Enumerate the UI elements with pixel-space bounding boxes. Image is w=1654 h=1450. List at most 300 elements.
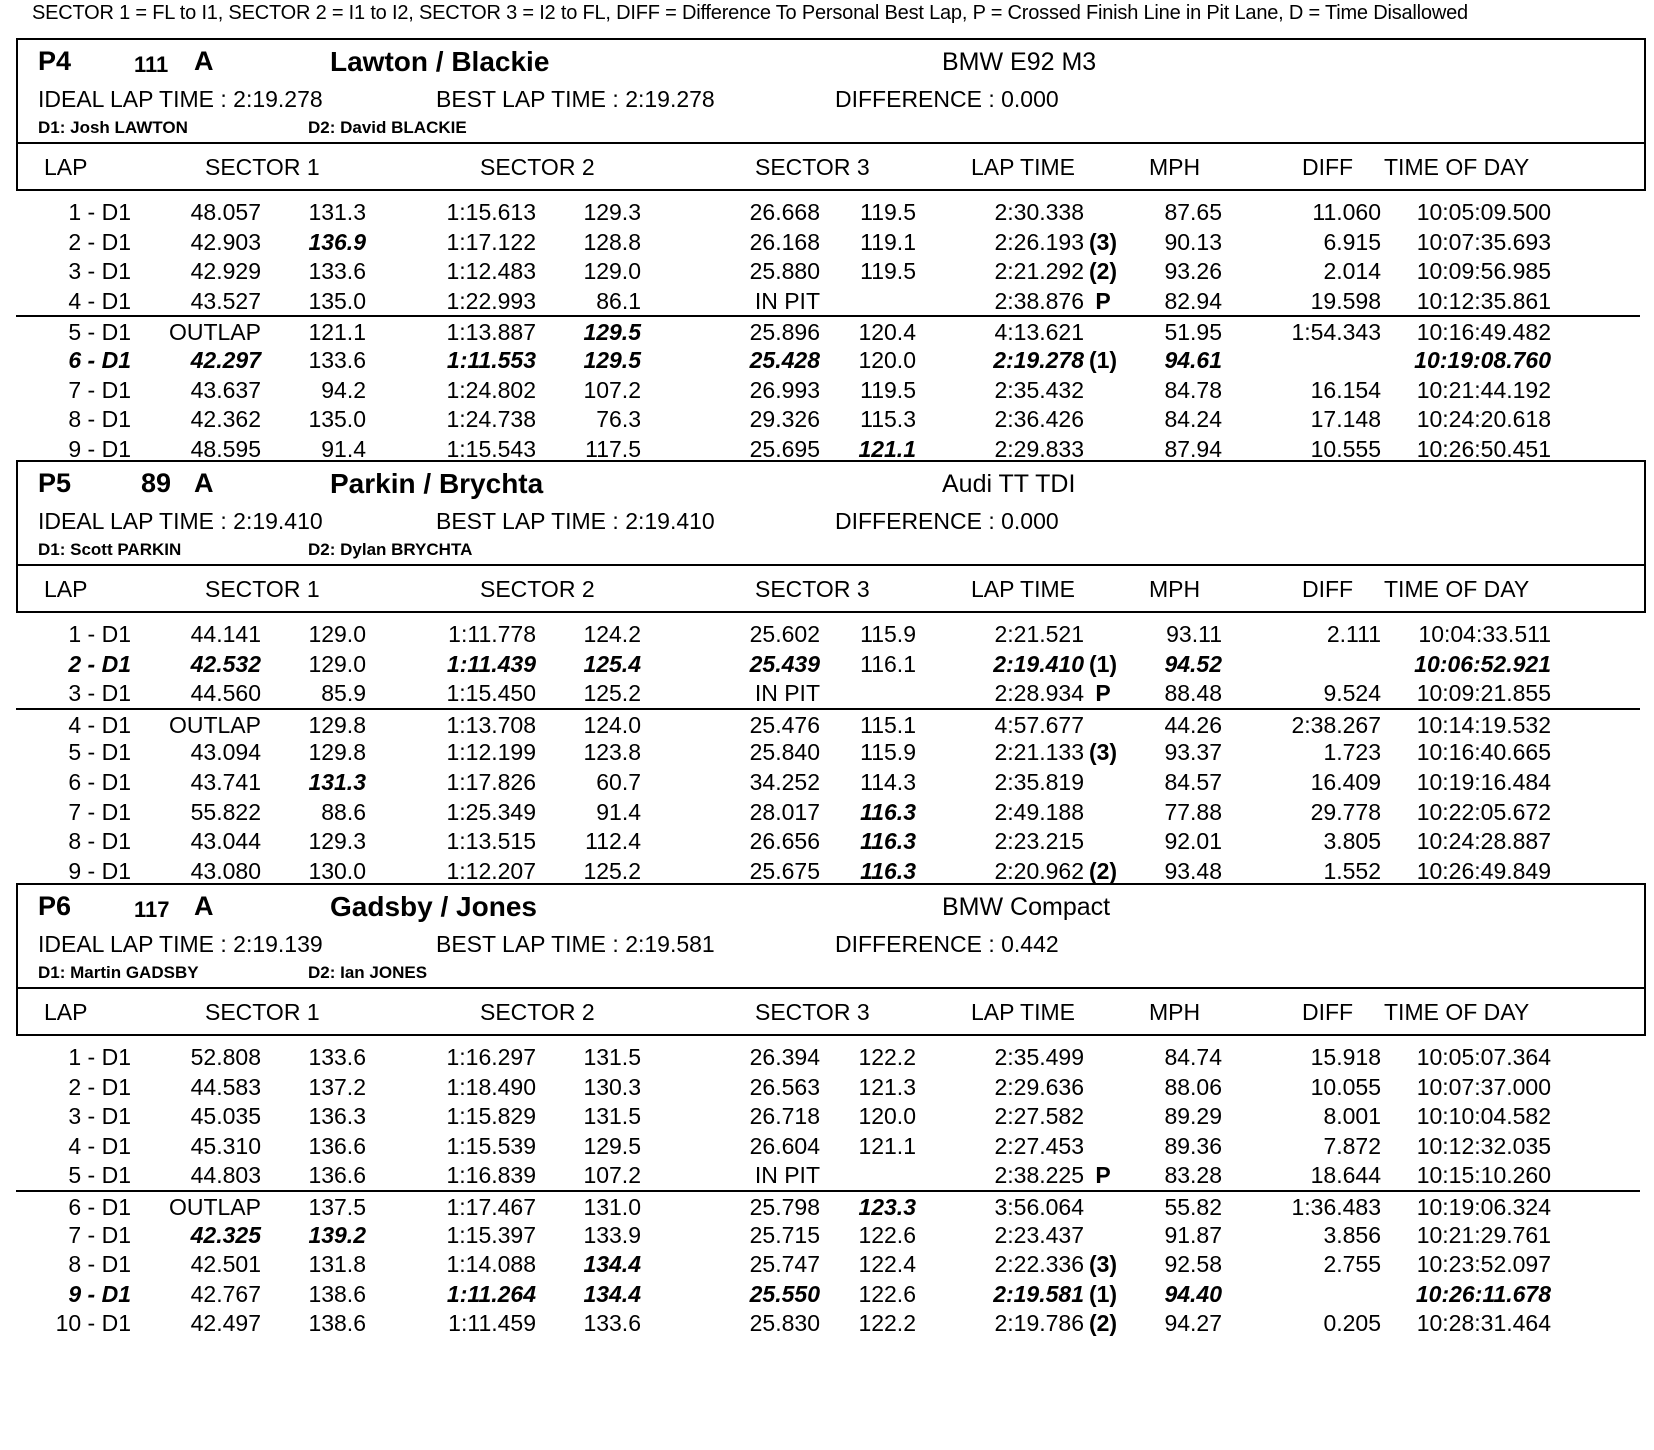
cell-mph: 94.27 bbox=[1164, 1310, 1222, 1337]
cell-diff: 2.111 bbox=[1326, 621, 1381, 647]
cell-s3s: 121.3 bbox=[858, 1073, 916, 1100]
position-label: P6 bbox=[38, 891, 72, 921]
cell-s1s: 133.6 bbox=[308, 258, 366, 285]
cell-s3: 26.604 bbox=[749, 1132, 820, 1159]
cell-lap: 2 - D1 bbox=[68, 228, 131, 255]
cell-s2: 1:11.439 bbox=[446, 650, 536, 677]
cell-diff: 1.552 bbox=[1323, 857, 1381, 884]
cell-lt: 2:29.636 bbox=[994, 1073, 1084, 1100]
column-header-sector-1: SECTOR 1 bbox=[205, 999, 320, 1025]
cell-s1s: 88.6 bbox=[321, 798, 366, 825]
car-model: BMW E92 M3 bbox=[942, 48, 1097, 76]
cell-s2s: 131.5 bbox=[583, 1103, 641, 1130]
cell-mph: 83.28 bbox=[1164, 1162, 1222, 1189]
cell-s3: 26.168 bbox=[749, 228, 820, 255]
cell-s3: 26.993 bbox=[749, 376, 820, 403]
column-header-sector-3: SECTOR 3 bbox=[755, 999, 870, 1025]
cell-s1s: 137.2 bbox=[308, 1073, 366, 1100]
cell-tod: 10:16:40.665 bbox=[1416, 739, 1551, 766]
cell-lt: 2:21.521 bbox=[994, 621, 1084, 647]
cell-s3: 26.718 bbox=[749, 1103, 820, 1130]
cell-mph: 91.87 bbox=[1164, 1221, 1222, 1248]
cell-s2: 1:22.993 bbox=[446, 287, 536, 314]
cell-s2: 1:24.738 bbox=[446, 406, 536, 433]
column-header-sector-2: SECTOR 2 bbox=[480, 576, 595, 602]
car-number: 111 bbox=[134, 52, 169, 77]
cell-s3s: 115.3 bbox=[860, 406, 916, 433]
cell-s3s: 121.1 bbox=[858, 435, 916, 462]
cell-s1: 44.560 bbox=[190, 680, 261, 707]
cell-s2: 1:16.839 bbox=[446, 1162, 536, 1189]
cell-s3s: 120.0 bbox=[858, 346, 916, 373]
cell-diff: 3.805 bbox=[1323, 828, 1381, 855]
cell-mk: (1) bbox=[1088, 650, 1118, 677]
cell-s1: 43.094 bbox=[190, 739, 261, 766]
cell-s2: 1:24.802 bbox=[446, 376, 536, 403]
cell-s3: 25.602 bbox=[749, 621, 820, 647]
cell-lt: 2:35.499 bbox=[994, 1044, 1084, 1070]
column-header-lap-time: LAP TIME bbox=[971, 576, 1075, 602]
cell-mph: 87.94 bbox=[1164, 435, 1222, 462]
cell-lap: 8 - D1 bbox=[68, 1251, 131, 1278]
cell-mph: 84.57 bbox=[1164, 768, 1222, 795]
cell-s2: 1:13.887 bbox=[446, 319, 536, 346]
entry-header bbox=[16, 38, 1646, 142]
lap-row bbox=[16, 826, 1646, 856]
cell-s3s: 116.3 bbox=[860, 828, 916, 855]
cell-s1s: 136.6 bbox=[308, 1162, 366, 1189]
cell-lt: 2:35.819 bbox=[994, 768, 1084, 795]
cell-mk: (3) bbox=[1088, 739, 1118, 766]
lap-row bbox=[16, 375, 1646, 405]
cell-lap: 6 - D1 bbox=[68, 346, 131, 373]
cell-lap: 9 - D1 bbox=[68, 1280, 131, 1307]
entry-section bbox=[16, 38, 1646, 463]
cell-s1s: 136.6 bbox=[308, 1132, 366, 1159]
cell-s3: 25.695 bbox=[749, 435, 820, 462]
cell-tod: 10:16:49.482 bbox=[1416, 319, 1551, 346]
lap-row bbox=[16, 286, 1646, 316]
cell-s2s: 125.2 bbox=[583, 857, 641, 884]
column-header-lap-time: LAP TIME bbox=[971, 999, 1075, 1025]
difference-value: DIFFERENCE : 0.442 bbox=[835, 931, 1059, 957]
cell-s2: 1:11.778 bbox=[448, 621, 536, 647]
cell-s1: 43.741 bbox=[190, 768, 261, 795]
cell-lt: 2:21.133 bbox=[994, 739, 1084, 766]
cell-mph: 87.65 bbox=[1164, 199, 1222, 225]
cell-s3: 25.830 bbox=[749, 1310, 820, 1337]
cell-mph: 84.24 bbox=[1164, 406, 1222, 433]
cell-diff: 6.915 bbox=[1323, 228, 1381, 255]
cell-s1: 42.362 bbox=[190, 406, 261, 433]
cell-lt: 2:22.336 bbox=[994, 1251, 1084, 1278]
cell-s3s: 119.5 bbox=[860, 258, 916, 285]
cell-s1: 44.803 bbox=[190, 1162, 261, 1189]
column-header-lap: LAP bbox=[44, 154, 88, 180]
column-header bbox=[16, 987, 1646, 1036]
cell-s2s: 133.9 bbox=[583, 1221, 641, 1248]
cell-diff: 2.014 bbox=[1323, 258, 1381, 285]
cell-tod: 10:07:35.693 bbox=[1416, 228, 1551, 255]
cell-s2: 1:13.515 bbox=[446, 828, 536, 855]
cell-s3: IN PIT bbox=[754, 287, 820, 314]
cell-s2: 1:15.539 bbox=[446, 1132, 536, 1159]
cell-s3: 26.563 bbox=[749, 1073, 820, 1100]
cell-s2s: 131.0 bbox=[583, 1193, 641, 1220]
cell-s1: OUTLAP bbox=[168, 1193, 261, 1220]
cell-s2s: 129.3 bbox=[583, 199, 641, 225]
cell-s1s: 131.8 bbox=[308, 1251, 366, 1278]
lap-row bbox=[16, 1308, 1646, 1338]
cell-lap: 6 - D1 bbox=[68, 1193, 131, 1220]
column-header-time-of-day: TIME OF DAY bbox=[1384, 154, 1530, 180]
cell-lap: 3 - D1 bbox=[68, 258, 131, 285]
column-header-diff: DIFF bbox=[1302, 154, 1354, 180]
cell-lap: 3 - D1 bbox=[68, 1103, 131, 1130]
cell-s3: 25.675 bbox=[749, 857, 820, 884]
cell-s1: 45.310 bbox=[190, 1132, 261, 1159]
cell-lt: 3:56.064 bbox=[994, 1193, 1084, 1220]
difference-value: DIFFERENCE : 0.000 bbox=[835, 86, 1059, 112]
cell-mk: (1) bbox=[1088, 1280, 1118, 1307]
cell-tod: 10:19:08.760 bbox=[1414, 346, 1551, 373]
entry-header bbox=[16, 460, 1646, 564]
cell-tod: 10:28:31.464 bbox=[1416, 1310, 1551, 1337]
cell-lap: 8 - D1 bbox=[68, 406, 131, 433]
lap-row bbox=[16, 404, 1646, 434]
cell-diff: 3.856 bbox=[1323, 1221, 1381, 1248]
cell-s1: 42.501 bbox=[190, 1251, 261, 1278]
cell-s2: 1:15.397 bbox=[446, 1221, 536, 1248]
cell-s3: 25.896 bbox=[749, 319, 820, 346]
cell-s1: 43.527 bbox=[190, 287, 261, 314]
cell-diff: 7.872 bbox=[1323, 1132, 1381, 1159]
cell-s3s: 120.0 bbox=[858, 1103, 916, 1130]
cell-mph: 55.82 bbox=[1164, 1193, 1222, 1220]
cell-s3: 34.252 bbox=[749, 768, 820, 795]
lap-row bbox=[16, 737, 1646, 767]
cell-s3s: 119.1 bbox=[860, 228, 916, 255]
column-header bbox=[16, 564, 1646, 613]
lap-row bbox=[16, 227, 1646, 257]
cell-s1s: 136.9 bbox=[308, 228, 366, 255]
cell-tod: 10:09:21.855 bbox=[1416, 680, 1551, 707]
lap-table bbox=[16, 1042, 1646, 1338]
cell-s1s: 129.0 bbox=[308, 621, 366, 647]
cell-s3: 26.656 bbox=[749, 828, 820, 855]
driver-names: Gadsby / Jones bbox=[330, 891, 537, 922]
column-header-sector-1: SECTOR 1 bbox=[205, 576, 320, 602]
lap-row bbox=[16, 678, 1646, 708]
cell-diff: 9.524 bbox=[1323, 680, 1381, 707]
cell-s1s: 91.4 bbox=[321, 435, 366, 462]
cell-tod: 10:12:35.861 bbox=[1416, 287, 1551, 314]
cell-s3: 25.747 bbox=[749, 1251, 820, 1278]
cell-s3: IN PIT bbox=[754, 1162, 820, 1189]
cell-lap: 4 - D1 bbox=[68, 1132, 131, 1159]
position-label: P5 bbox=[38, 468, 72, 498]
cell-s1s: 121.1 bbox=[308, 319, 366, 346]
cell-diff: 29.778 bbox=[1310, 798, 1381, 825]
cell-s1: 42.903 bbox=[190, 228, 261, 255]
lap-row bbox=[16, 1131, 1646, 1161]
lap-row bbox=[16, 797, 1646, 827]
cell-lt: 2:29.833 bbox=[994, 435, 1084, 462]
cell-s3s: 116.3 bbox=[860, 798, 916, 825]
cell-s1: 42.767 bbox=[190, 1280, 261, 1307]
cell-s2: 1:11.553 bbox=[446, 346, 536, 373]
cell-s1: 44.583 bbox=[190, 1073, 261, 1100]
cell-mk: (2) bbox=[1088, 1310, 1118, 1337]
cell-s1s: 130.0 bbox=[308, 857, 366, 884]
cell-diff: 2:38.267 bbox=[1291, 711, 1381, 738]
cell-s2: 1:17.467 bbox=[446, 1193, 536, 1220]
cell-lap: 2 - D1 bbox=[68, 650, 131, 677]
cell-diff: 1.723 bbox=[1323, 739, 1381, 766]
cell-lap: 2 - D1 bbox=[68, 1073, 131, 1100]
cell-lap: 4 - D1 bbox=[68, 287, 131, 314]
cell-s1: 48.057 bbox=[190, 199, 261, 225]
cell-mph: 93.26 bbox=[1164, 258, 1222, 285]
cell-diff: 11.060 bbox=[1312, 199, 1381, 225]
cell-s2s: 107.2 bbox=[583, 1162, 641, 1189]
cell-s3s: 119.5 bbox=[860, 199, 916, 225]
cell-s3: 25.550 bbox=[749, 1280, 820, 1307]
cell-tod: 10:24:28.887 bbox=[1416, 828, 1551, 855]
cell-tod: 10:26:50.451 bbox=[1416, 435, 1551, 462]
cell-s2s: 124.0 bbox=[583, 711, 641, 738]
cell-s3s: 122.6 bbox=[858, 1280, 916, 1307]
best-lap-time: BEST LAP TIME : 2:19.410 bbox=[436, 508, 715, 534]
cell-s2: 1:13.708 bbox=[446, 711, 536, 738]
column-header-time-of-day: TIME OF DAY bbox=[1384, 999, 1530, 1025]
cell-s3: 26.668 bbox=[749, 199, 820, 225]
cell-s2: 1:12.199 bbox=[446, 739, 536, 766]
cell-s1: 42.497 bbox=[190, 1310, 261, 1337]
cell-s1: 43.044 bbox=[190, 828, 261, 855]
driver-1: D1: Scott PARKIN bbox=[38, 540, 182, 559]
cell-mk: (1) bbox=[1088, 346, 1118, 373]
lap-row bbox=[16, 1220, 1646, 1250]
column-header-sector-1: SECTOR 1 bbox=[205, 154, 320, 180]
column-header-sector-2: SECTOR 2 bbox=[480, 999, 595, 1025]
class-label: A bbox=[194, 46, 214, 76]
best-lap-time: BEST LAP TIME : 2:19.581 bbox=[436, 931, 715, 957]
lap-row bbox=[16, 1042, 1646, 1072]
cell-s1: 52.808 bbox=[190, 1044, 261, 1070]
cell-lap: 5 - D1 bbox=[68, 319, 131, 346]
column-header-mph: MPH bbox=[1149, 576, 1201, 602]
cell-tod: 10:24:20.618 bbox=[1416, 406, 1551, 433]
cell-lt: 2:19.278 bbox=[993, 346, 1084, 373]
cell-s3s: 121.1 bbox=[858, 1132, 916, 1159]
cell-s1s: 129.8 bbox=[308, 711, 366, 738]
cell-s1: 44.141 bbox=[190, 621, 261, 647]
column-header-diff: DIFF bbox=[1302, 576, 1354, 602]
cell-mph: 89.36 bbox=[1164, 1132, 1222, 1159]
cell-mph: 93.37 bbox=[1164, 739, 1222, 766]
column-header-lap: LAP bbox=[44, 999, 88, 1025]
cell-s2s: 112.4 bbox=[585, 828, 641, 855]
cell-s2s: 123.8 bbox=[583, 739, 641, 766]
cell-lt: 2:27.582 bbox=[994, 1103, 1084, 1130]
column-header-lap: LAP bbox=[44, 576, 88, 602]
car-number: 117 bbox=[134, 897, 170, 922]
cell-s1s: 131.3 bbox=[308, 768, 366, 795]
cell-s2s: 125.2 bbox=[583, 680, 641, 707]
cell-s2s: 128.8 bbox=[583, 228, 641, 255]
position-label: P4 bbox=[38, 46, 72, 76]
cell-s1s: 138.6 bbox=[308, 1280, 366, 1307]
cell-s2s: 129.5 bbox=[583, 319, 641, 346]
cell-s2: 1:25.349 bbox=[446, 798, 536, 825]
cell-s3: 25.840 bbox=[749, 739, 820, 766]
cell-s3: IN PIT bbox=[754, 680, 820, 707]
cell-mph: 94.40 bbox=[1164, 1280, 1222, 1307]
lap-row bbox=[16, 708, 1640, 738]
cell-s3s: 114.3 bbox=[860, 768, 916, 795]
cell-s2: 1:14.088 bbox=[446, 1251, 536, 1278]
cell-s2s: 91.4 bbox=[596, 798, 641, 825]
cell-s3s: 122.4 bbox=[858, 1251, 916, 1278]
cell-mph: 44.26 bbox=[1164, 711, 1222, 738]
cell-s2s: 117.5 bbox=[585, 435, 641, 462]
cell-mph: 51.95 bbox=[1164, 319, 1222, 346]
cell-s3s: 115.9 bbox=[860, 739, 916, 766]
cell-s2: 1:12.483 bbox=[446, 258, 536, 285]
cell-mph: 82.94 bbox=[1164, 287, 1222, 314]
cell-s2s: 131.5 bbox=[583, 1044, 641, 1070]
cell-lt: 2:20.962 bbox=[994, 857, 1084, 884]
driver-2: D2: David BLACKIE bbox=[308, 118, 467, 137]
cell-s2: 1:15.543 bbox=[446, 435, 536, 462]
cell-s3: 25.439 bbox=[749, 650, 820, 677]
cell-tod: 10:05:09.500 bbox=[1416, 199, 1551, 225]
cell-tod: 10:19:06.324 bbox=[1416, 1193, 1551, 1220]
cell-tod: 10:26:49.849 bbox=[1416, 857, 1551, 884]
cell-lt: 2:21.292 bbox=[994, 258, 1084, 285]
cell-mph: 92.58 bbox=[1164, 1251, 1222, 1278]
driver-1: D1: Martin GADSBY bbox=[38, 963, 199, 982]
cell-s2s: 107.2 bbox=[583, 376, 641, 403]
cell-mk: (2) bbox=[1088, 258, 1118, 285]
cell-s2s: 76.3 bbox=[596, 406, 641, 433]
lap-row bbox=[16, 649, 1646, 679]
column-header-mph: MPH bbox=[1149, 999, 1201, 1025]
cell-s3s: 122.2 bbox=[858, 1044, 916, 1070]
cell-mph: 88.48 bbox=[1164, 680, 1222, 707]
cell-s2: 1:15.613 bbox=[446, 199, 536, 225]
cell-diff: 16.154 bbox=[1310, 376, 1381, 403]
cell-s2: 1:11.264 bbox=[446, 1280, 536, 1307]
lap-row bbox=[16, 1160, 1646, 1190]
cell-tod: 10:22:05.672 bbox=[1416, 798, 1551, 825]
lap-table bbox=[16, 197, 1646, 463]
driver-1: D1: Josh LAWTON bbox=[38, 118, 188, 137]
cell-s3s: 116.3 bbox=[860, 857, 916, 884]
cell-s2s: 134.4 bbox=[583, 1280, 641, 1307]
cell-s1s: 133.6 bbox=[308, 346, 366, 373]
cell-lt: 2:38.876 bbox=[994, 287, 1084, 314]
lap-table bbox=[16, 619, 1646, 885]
cell-mph: 88.06 bbox=[1164, 1073, 1222, 1100]
cell-s1: 42.929 bbox=[190, 258, 261, 285]
difference-value: DIFFERENCE : 0.000 bbox=[835, 508, 1059, 534]
cell-tod: 10:10:04.582 bbox=[1416, 1103, 1551, 1130]
cell-s1: 48.595 bbox=[190, 435, 261, 462]
cell-s3s: 123.3 bbox=[858, 1193, 916, 1220]
cell-s2s: 86.1 bbox=[596, 287, 641, 314]
cell-lap: 5 - D1 bbox=[68, 739, 131, 766]
lap-row bbox=[16, 434, 1646, 464]
cell-s3: 28.017 bbox=[749, 798, 820, 825]
entry-section bbox=[16, 460, 1646, 885]
column-header-diff: DIFF bbox=[1302, 999, 1354, 1025]
driver-names: Parkin / Brychta bbox=[330, 468, 544, 499]
driver-names: Lawton / Blackie bbox=[330, 46, 550, 77]
cell-lap: 6 - D1 bbox=[68, 768, 131, 795]
car-number: 89 bbox=[141, 468, 172, 498]
cell-s2: 1:16.297 bbox=[446, 1044, 536, 1070]
cell-mph: 93.48 bbox=[1164, 857, 1222, 884]
cell-s2s: 133.6 bbox=[583, 1310, 641, 1337]
cell-s1s: 131.3 bbox=[308, 199, 366, 225]
entry-header bbox=[16, 883, 1646, 987]
cell-lt: 2:19.581 bbox=[993, 1280, 1084, 1307]
cell-s3s: 120.4 bbox=[858, 319, 916, 346]
cell-s2: 1:15.450 bbox=[446, 680, 536, 707]
cell-s3s: 115.1 bbox=[860, 711, 916, 738]
cell-s2s: 129.5 bbox=[583, 346, 641, 373]
cell-lt: 2:36.426 bbox=[994, 406, 1084, 433]
cell-s1: 55.822 bbox=[190, 798, 261, 825]
cell-tod: 10:26:11.678 bbox=[1415, 1280, 1551, 1307]
cell-s3: 25.428 bbox=[749, 346, 820, 373]
cell-tod: 10:07:37.000 bbox=[1416, 1073, 1551, 1100]
driver-2: D2: Ian JONES bbox=[308, 963, 428, 982]
cell-lt: 2:49.188 bbox=[994, 798, 1084, 825]
cell-s1s: 135.0 bbox=[308, 287, 366, 314]
cell-tod: 10:14:19.532 bbox=[1416, 711, 1551, 738]
entry-section bbox=[16, 883, 1646, 1338]
cell-s1: 42.325 bbox=[190, 1221, 261, 1248]
cell-lap: 1 - D1 bbox=[68, 1044, 131, 1070]
cell-tod: 10:21:29.761 bbox=[1416, 1221, 1551, 1248]
cell-lap: 7 - D1 bbox=[68, 376, 131, 403]
cell-s1s: 136.3 bbox=[308, 1103, 366, 1130]
cell-lap: 9 - D1 bbox=[68, 857, 131, 884]
cell-mph: 94.52 bbox=[1164, 650, 1222, 677]
cell-mk: P bbox=[1095, 287, 1111, 314]
cell-s1: 42.297 bbox=[190, 346, 261, 373]
cell-lap: 7 - D1 bbox=[68, 798, 131, 825]
column-header-sector-2: SECTOR 2 bbox=[480, 154, 595, 180]
cell-s3s: 119.5 bbox=[860, 376, 916, 403]
column-header-lap-time: LAP TIME bbox=[971, 154, 1075, 180]
cell-mk: (3) bbox=[1088, 228, 1118, 255]
cell-tod: 10:09:56.985 bbox=[1416, 258, 1551, 285]
cell-lap: 8 - D1 bbox=[68, 828, 131, 855]
cell-s2s: 129.5 bbox=[583, 1132, 641, 1159]
ideal-lap-time: IDEAL LAP TIME : 2:19.410 bbox=[38, 508, 323, 534]
cell-diff: 15.918 bbox=[1310, 1044, 1381, 1070]
cell-mph: 89.29 bbox=[1164, 1103, 1222, 1130]
cell-s3s: 116.1 bbox=[860, 650, 916, 677]
cell-mph: 77.88 bbox=[1164, 798, 1222, 825]
cell-lt: 4:57.677 bbox=[994, 711, 1084, 738]
cell-mk: P bbox=[1095, 1162, 1111, 1189]
cell-s1s: 129.0 bbox=[308, 650, 366, 677]
